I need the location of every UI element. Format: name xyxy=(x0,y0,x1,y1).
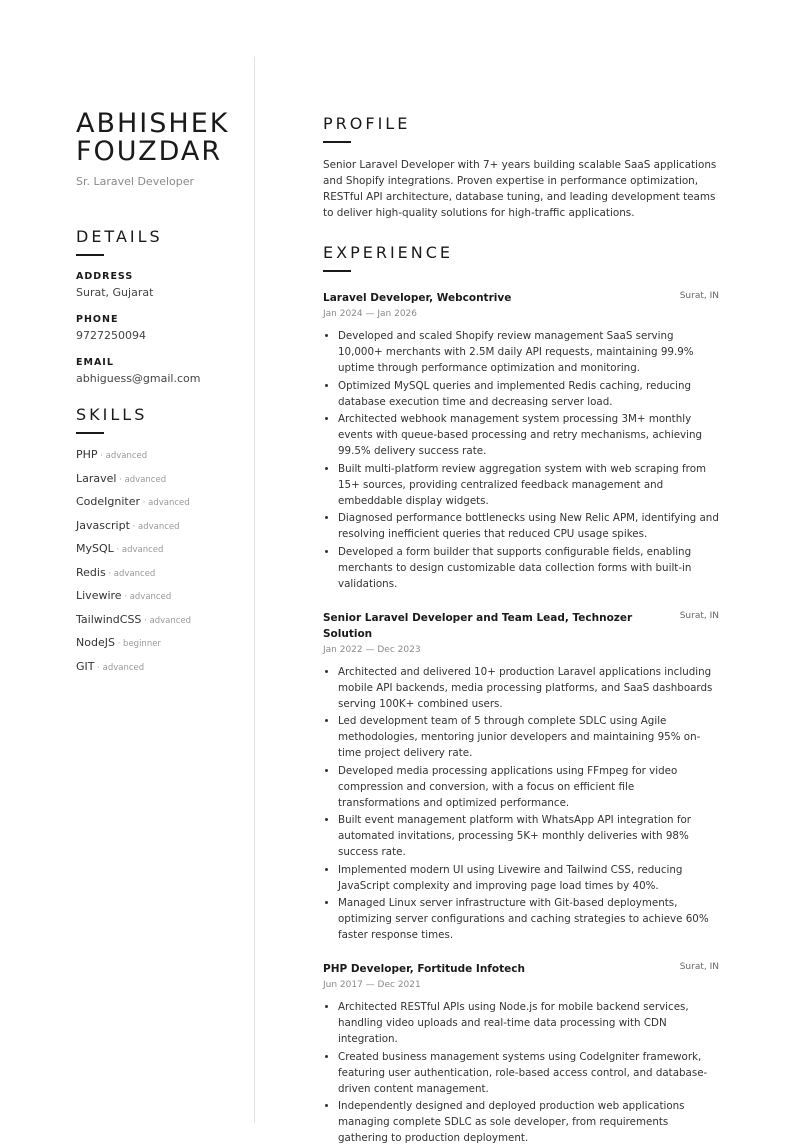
bullet-item: • Architected webhook management system processing 3M+ monthly events with queue-based processing and retry mechanisms, achieving 99.5% delivery success rate. xyxy=(338,411,719,459)
column-divider xyxy=(254,57,255,1123)
bullet-item: • Developed media processing applications using FFmpeg for video compression and conversion, with a focus on efficient file transformations and optimized performance. xyxy=(338,763,719,811)
skill-level: beginner xyxy=(123,639,161,649)
bullet-item: • Managed Linux server infrastructure with Git-based deployments, optimizing server configurations and caching strategies to achieve 60% faster response times. xyxy=(338,895,719,943)
name-line-2: FOUZDAR xyxy=(76,136,223,167)
profile-rule xyxy=(323,141,351,143)
skill-level: advanced xyxy=(113,568,156,579)
skill-level: advanced xyxy=(129,592,172,602)
skill-level: advanced xyxy=(121,545,164,555)
bullet-item: • Built event management platform with WhatsApp API integration for automated invitations, processing 5K+ monthly deliveries with 98% success rate. xyxy=(338,812,719,860)
main-content xyxy=(323,114,719,1148)
job-position: PHP Developer, Fortitude Infotech xyxy=(323,963,525,975)
email-label: EMAIL xyxy=(76,357,114,368)
bullet-item: • Diagnosed performance bottlenecks using New Relic APM, identifying and resolving inefficient queries that reduced CPU usage spikes. xyxy=(338,510,719,542)
skill-item: Javascript · advanced xyxy=(76,518,180,532)
skill-level: advanced xyxy=(149,615,192,626)
skill-level: advanced xyxy=(138,521,180,532)
job-dates: Jan 2022 — Dec 2023 xyxy=(323,644,421,655)
bullet-item: • Independently designed and deployed production web applications managing complete SDLC as sole developer, from requirements gathering to production deployment. xyxy=(338,1098,719,1146)
bullet-item: • Led development team of 5 through complete SDLC using Agile methodologies, mentoring junior developers and maintaining 95% on-time project delivery rate. xyxy=(338,713,719,761)
job-location: Surat, IN xyxy=(679,291,719,301)
skill-name: CodeIgniter xyxy=(76,495,141,508)
job-entry xyxy=(323,610,719,944)
skill-item: PHP · advanced xyxy=(76,448,148,461)
skill-name: GIT xyxy=(76,659,95,673)
skill-item: Laravel · advanced xyxy=(76,471,167,485)
job-bullets xyxy=(323,328,719,592)
job-bullets xyxy=(323,664,719,944)
name-line-1: ABHISHEK xyxy=(76,108,230,139)
job-bullets xyxy=(323,999,719,1146)
job-header xyxy=(323,610,719,642)
job-dates: Jun 2017 — Dec 2021 xyxy=(323,980,421,990)
experience-heading: EXPERIENCE xyxy=(323,243,454,262)
job-position: Laravel Developer, Webcontrive xyxy=(323,292,512,304)
skill-item: MySQL · advanced xyxy=(76,542,164,555)
skills-rule xyxy=(76,432,104,434)
skill-name: Javascript xyxy=(76,518,130,532)
experience-rule xyxy=(323,270,351,272)
job-header xyxy=(323,290,719,306)
skill-item: Livewire · advanced xyxy=(76,589,172,602)
address-label: ADDRESS xyxy=(76,271,134,282)
bullet-item: • Optimized MySQL queries and implemented Redis caching, reducing database execution time and decreasing server load. xyxy=(338,378,719,410)
skill-level: advanced xyxy=(148,498,190,508)
skill-level: advanced xyxy=(102,662,145,673)
skill-item: CodeIgniter · advanced xyxy=(76,495,190,508)
skill-item: Redis · advanced xyxy=(76,565,156,579)
job-location: Surat, IN xyxy=(679,962,719,972)
skills-heading: SKILLS xyxy=(76,405,148,424)
skill-level: advanced xyxy=(124,474,167,485)
skill-name: NodeJS xyxy=(76,636,115,649)
bullet-item: • Created business management systems using CodeIgniter framework, featuring user authentication, role-based access control, and database-driven content management. xyxy=(338,1049,719,1097)
skill-name: Laravel xyxy=(76,471,117,485)
phone-label: PHONE xyxy=(76,314,119,325)
candidate-name xyxy=(76,110,246,166)
details-heading: DETAILS xyxy=(76,227,163,246)
bullet-item: • Architected RESTful APIs using Node.js for mobile backend services, handling video uploads and real-time data processing with CDN integration. xyxy=(338,999,719,1047)
profile-heading: PROFILE xyxy=(323,114,411,133)
skill-name: Livewire xyxy=(76,589,122,602)
job-dates: Jan 2024 — Jan 2026 xyxy=(323,309,417,319)
skill-name: MySQL xyxy=(76,542,114,555)
details-rule xyxy=(76,254,104,256)
address-value: Surat, Gujarat xyxy=(76,286,154,299)
skill-name: PHP xyxy=(76,448,98,461)
job-location: Surat, IN xyxy=(679,610,719,621)
bullet-item: • Developed a form builder that supports configurable fields, enabling merchants to design customizable data collection forms with built-in validations. xyxy=(338,544,719,592)
bullet-item: • Implemented modern UI using Livewire and Tailwind CSS, reducing JavaScript complexity and improving page load times by 40%. xyxy=(338,862,719,894)
skill-name: Redis xyxy=(76,565,106,579)
job-header xyxy=(323,961,719,977)
skill-item: NodeJS · beginner xyxy=(76,636,161,649)
job-entry xyxy=(323,290,719,592)
email-value[interactable]: abhiguess@gmail.com xyxy=(76,372,201,385)
profile-text: Senior Laravel Developer with 7+ years building scalable SaaS applications and Shopify integrations. Proven expertise in performance optimization, RESTful API architecture, database tuning, and leading development teams to deliver high-quality solutions for high-traffic applications. xyxy=(323,159,717,219)
bullet-item: • Developed and scaled Shopify review management SaaS serving 10,000+ merchants with 2.5M daily API requests, maintaining 99.9% uptime through performance optimization and monitoring. xyxy=(338,328,719,376)
bullet-item: • Architected and delivered 10+ production Laravel applications including mobile API backends, media processing platforms, and SaaS dashboards serving 100K+ combined users. xyxy=(338,664,719,712)
skill-item: TailwindCSS · advanced xyxy=(76,612,192,626)
job-position: Senior Laravel Developer and Team Lead, Technozer Solution xyxy=(323,611,633,640)
skill-name: TailwindCSS xyxy=(76,612,142,626)
sidebar xyxy=(76,110,246,683)
phone-value[interactable]: 9727250094 xyxy=(76,329,146,342)
bullet-item: • Built multi-platform review aggregation system with web scraping from 15+ sources, providing centralized feedback management and embeddable display widgets. xyxy=(338,461,719,509)
skill-item: GIT · advanced xyxy=(76,659,145,673)
skill-level: advanced xyxy=(105,451,148,461)
job-entry xyxy=(323,961,719,1146)
job-title: Sr. Laravel Developer xyxy=(76,175,195,188)
skills-list xyxy=(76,448,246,683)
